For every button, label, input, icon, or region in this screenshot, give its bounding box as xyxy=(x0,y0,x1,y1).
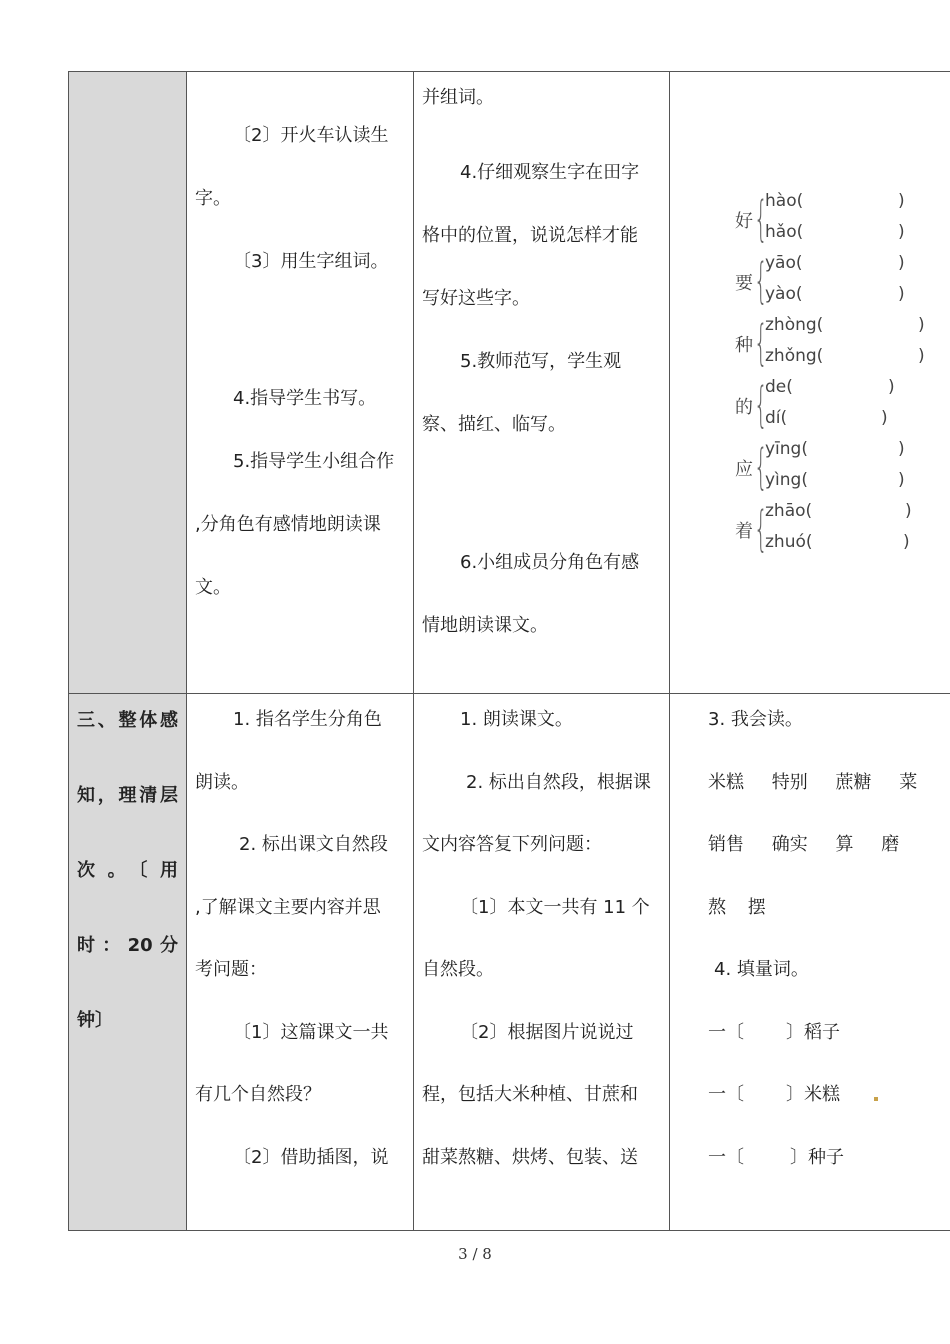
text-line: 5.教师范写，学生观 xyxy=(460,351,622,372)
text-line: 朗读。 xyxy=(195,771,249,793)
stage-cell-empty xyxy=(69,72,187,694)
student-activity-cell xyxy=(414,72,670,694)
text-line: 格中的位置，说说怎样才能 xyxy=(422,225,638,246)
stage-line: 次。〔用 xyxy=(77,860,178,881)
close-paren: ) xyxy=(903,532,910,552)
polyphonic-pinyin-exercise xyxy=(735,190,935,562)
text-line: 〔2〕开火车认读生 xyxy=(233,125,389,146)
text-line: 〔3〕用生字组词。 xyxy=(233,251,389,272)
brace-icon: { xyxy=(754,191,768,247)
exercise-heading: 4. 填量词。 xyxy=(714,959,809,980)
close-paren: ) xyxy=(898,191,905,211)
pinyin-reading: hǎo( xyxy=(765,222,804,242)
close-paren: ) xyxy=(898,253,905,273)
word: 确实 xyxy=(771,834,808,855)
text-line: 1. 指名学生分角色 xyxy=(233,709,382,730)
close-paren: ) xyxy=(918,315,925,335)
stray-mark xyxy=(874,1097,878,1101)
close-paren: ) xyxy=(881,408,888,428)
pinyin-reading: yìng( xyxy=(765,470,808,490)
close-paren: ) xyxy=(898,439,905,459)
teacher-activity-cell xyxy=(187,72,414,694)
text-line: 写好这些字。 xyxy=(422,288,530,309)
text-line: 并组词。 xyxy=(422,87,494,108)
stage-line: 钟〕 xyxy=(77,1010,113,1031)
text-line: 2. 标出自然段，根据课 xyxy=(466,771,651,793)
exercise-cell xyxy=(670,694,950,1231)
pinyin-reading: zhòng( xyxy=(765,315,824,335)
pinyin-reading: zhǒng( xyxy=(765,346,824,366)
text-line: 4.仔细观察生字在田字 xyxy=(460,162,640,183)
text-line: 〔1〕这篇课文一共 xyxy=(233,1021,389,1043)
word: 磨 xyxy=(881,834,900,855)
page-number: 3 / 8 xyxy=(458,1245,492,1263)
word: 菜 xyxy=(899,771,918,793)
pinyin-char: 的 xyxy=(735,397,753,418)
close-paren: ) xyxy=(898,470,905,490)
word: 米糕 xyxy=(708,771,744,793)
pinyin-reading: de( xyxy=(765,377,793,397)
text-line: 甜菜熬糖、烘烤、包装、送 xyxy=(422,1146,638,1168)
pinyin-char: 种 xyxy=(735,335,753,356)
text-line: 有几个自然段？ xyxy=(195,1084,321,1105)
text-line: 情地朗读课文。 xyxy=(422,615,548,636)
pinyin-char: 着 xyxy=(735,521,753,542)
measure-word-item: 一〔 〕米糕 xyxy=(708,1084,840,1105)
text-line: 2. 标出课文自然段 xyxy=(239,834,388,855)
pinyin-item xyxy=(735,252,935,314)
text-line: 5.指导学生小组合作 xyxy=(233,451,395,472)
text-line: 自然段。 xyxy=(422,959,494,980)
spacer xyxy=(195,293,405,367)
brace-icon: { xyxy=(754,253,768,309)
pinyin-reading: yāo( xyxy=(765,253,803,273)
measure-word-item: 一〔 〕种子 xyxy=(708,1146,844,1168)
pinyin-char: 好 xyxy=(735,211,753,232)
brace-icon: { xyxy=(754,439,768,495)
word-row xyxy=(708,877,942,940)
pinyin-reading: dí( xyxy=(765,408,788,428)
text-line: 〔2〕根据图片说说过 xyxy=(460,1021,634,1043)
exercise-heading: 3. 我会读。 xyxy=(708,709,803,730)
word-row xyxy=(708,814,942,877)
table-row xyxy=(69,694,950,1231)
close-paren: ) xyxy=(898,284,905,304)
word-row xyxy=(708,752,942,815)
pinyin-item xyxy=(735,314,935,376)
pinyin-item xyxy=(735,438,935,500)
stage-line: 三、整体感 xyxy=(77,710,178,731)
text-line: ,分角色有感情地朗读课 xyxy=(195,514,381,535)
stage-line: 时：20分 xyxy=(77,935,178,956)
text-line: 4.指导学生书写。 xyxy=(233,388,377,409)
word: 销售 xyxy=(708,834,744,855)
pinyin-reading: zhāo( xyxy=(765,501,813,521)
text-line: 察、描红、临写。 xyxy=(422,414,566,435)
word: 算 xyxy=(835,834,854,855)
text-line: 〔1〕本文一共有 11 个 xyxy=(460,896,650,918)
text-line: 考问题： xyxy=(195,959,267,980)
word: 熬 xyxy=(708,896,726,918)
text-line: 6.小组成员分角色有感 xyxy=(460,552,640,573)
close-paren: ) xyxy=(905,501,912,521)
close-paren: ) xyxy=(888,377,895,397)
brace-icon: { xyxy=(754,377,768,433)
brace-icon: { xyxy=(754,501,768,557)
text-line: 〔2〕借助插图，说 xyxy=(233,1146,389,1168)
student-activity-cell xyxy=(414,694,670,1231)
word: 特别 xyxy=(771,771,808,793)
pinyin-item xyxy=(735,500,935,562)
brace-icon: { xyxy=(754,315,768,371)
text-line: 程，包括大米种植、甘蔗和 xyxy=(422,1084,638,1105)
pinyin-reading: yào( xyxy=(765,284,803,304)
measure-word-item: 一〔 〕稻子 xyxy=(708,1021,840,1043)
pinyin-item xyxy=(735,190,935,252)
text-line: 文内容答复下列问题： xyxy=(422,834,602,855)
text-line: 文。 xyxy=(195,577,231,598)
word: 摆 xyxy=(747,896,766,918)
pinyin-char: 应 xyxy=(735,459,753,480)
pinyin-reading: yīng( xyxy=(765,439,808,459)
pinyin-reading: zhuó( xyxy=(765,532,813,552)
close-paren: ) xyxy=(898,222,905,242)
spacer xyxy=(422,456,661,531)
pinyin-item xyxy=(735,376,935,438)
text-line: ,了解课文主要内容并思 xyxy=(195,896,381,918)
text-line: 字。 xyxy=(195,188,231,209)
stage-line: 知，理清层 xyxy=(77,785,178,806)
teacher-activity-cell xyxy=(187,694,414,1231)
pinyin-char: 要 xyxy=(735,273,753,294)
word: 蔗糖 xyxy=(835,771,872,793)
text-line: 1. 朗读课文。 xyxy=(460,709,573,730)
stage-cell xyxy=(69,694,187,1231)
close-paren: ) xyxy=(918,346,925,366)
pinyin-reading: hào( xyxy=(765,191,804,211)
